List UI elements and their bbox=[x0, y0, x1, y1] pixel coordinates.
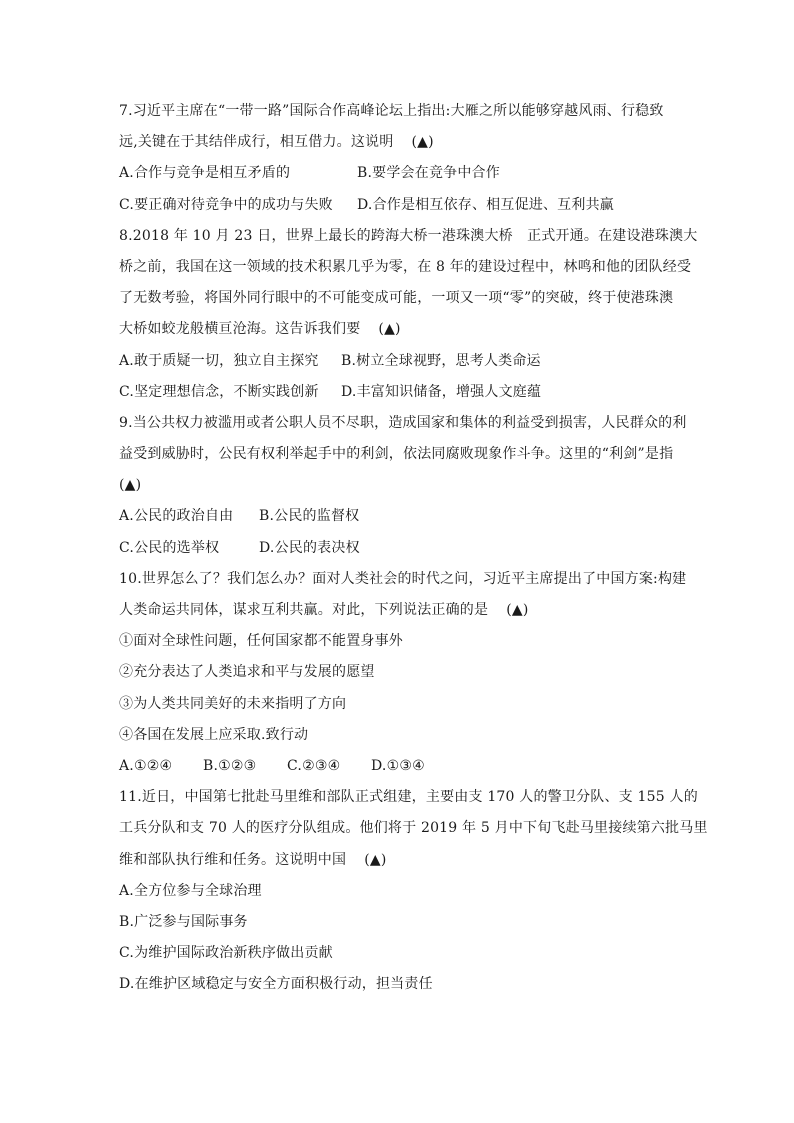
question-text: 远,关键在于其结伴成行，相互借力。这说明 (▲) bbox=[119, 127, 679, 158]
question-text: 8.2018 年 10 月 23 日，世界上最长的跨海大桥一港珠澳大桥 正式开通。在建设港珠澳大 bbox=[119, 227, 698, 244]
option-a: A.全方位参与全球治理 bbox=[119, 882, 262, 899]
question-11 bbox=[119, 782, 708, 1000]
question-text: 了无数考验，将国外同行眼中的不可能变成可能，一项又一项“零”的突破，终于使港珠澳 bbox=[119, 290, 674, 307]
statement-3: ③为人类共同美好的未来指明了方向 bbox=[119, 695, 347, 712]
question-text: 11.近日，中国第七批赴马里维和部队正式组建，主要由支 170 人的警卫分队、支 155 人的 bbox=[119, 789, 698, 806]
question-text: 7.习近平主席在“一带一路”国际合作高峰论坛上指出:大雁之所以能够穿越风雨、行稳致 bbox=[119, 103, 664, 119]
option-b: B.树立全球视野，思考人类命运 bbox=[341, 352, 541, 369]
option-c: C.为维护国际政治新秩序做出贡献 bbox=[119, 945, 333, 962]
question-text: 益受到威胁时，公民有权利举起手中的利剑，依法同腐败现象作斗争。这里的“利剑”是指 bbox=[119, 446, 674, 463]
option-c: C.公民的选举权 bbox=[119, 539, 220, 556]
option-row bbox=[119, 377, 679, 408]
answer-mark: (▲) bbox=[411, 134, 434, 151]
question-text: 人类命运共同体，谋求互利共赢。对此，下列说法正确的是 (▲) bbox=[119, 595, 679, 626]
option-row bbox=[119, 533, 679, 564]
option-a: A.敢于质疑一切，独立自主探究 bbox=[119, 352, 319, 369]
option-d: D.丰富知识储备，增强人文庭蕴 bbox=[341, 383, 542, 400]
choice-row bbox=[119, 751, 679, 782]
choice-a: A.①②④ bbox=[119, 757, 173, 774]
question-text: 大桥如蛟龙般横亘沧海。这告诉我们要 (▲) bbox=[119, 314, 679, 345]
statement-1: ①面对全球性问题，任何国家都不能置身事外 bbox=[119, 633, 403, 650]
choice-b: B.①②③ bbox=[203, 757, 257, 774]
option-d: D.公民的表决权 bbox=[259, 539, 360, 556]
option-row bbox=[119, 190, 679, 221]
question-text: 工兵分队和支 70 人的医疗分队组成。他们将于 2019 年 5 月中下旬飞赴马里接续第六批马里 bbox=[119, 820, 708, 837]
option-row bbox=[119, 158, 679, 189]
option-c: C.要正确对待竞争中的成功与失败 bbox=[119, 196, 333, 213]
option-d: D.合作是相互依存、相互促进、互利共赢 bbox=[357, 196, 614, 213]
option-b: B.公民的监督权 bbox=[259, 508, 360, 525]
option-c: C.坚定理想信念，不断实践创新 bbox=[119, 383, 319, 400]
option-b: B.要学会在竞争中合作 bbox=[357, 165, 500, 182]
statement-4: ④各国在发展上应采取.致行动 bbox=[119, 726, 309, 743]
answer-mark: (▲) bbox=[119, 477, 142, 494]
option-d: D.在维护区域稳定与安全方面积极行动，担当责任 bbox=[119, 976, 433, 993]
question-text: 10.世界怎么了？我们怎么办？面对人类社会的时代之问，习近平主席提出了中国方案:构建 bbox=[119, 570, 687, 587]
question-7 bbox=[119, 96, 679, 221]
question-text: 桥之前，我国在这一领域的技术积累几乎为零，在 8 年的建设过程中，林鸣和他的团队经受 bbox=[119, 258, 692, 275]
question-text: 9.当公共权力被滥用或者公职人员不尽职，造成国家和集体的利益受到损害，人民群众的利 bbox=[119, 414, 687, 431]
option-a: A.合作与竞争是相互矛盾的 bbox=[119, 165, 291, 182]
option-row bbox=[119, 501, 679, 532]
choice-c: C.②③④ bbox=[287, 757, 341, 774]
question-10 bbox=[119, 564, 687, 782]
option-b: B.广泛参与国际事务 bbox=[119, 913, 248, 930]
option-row bbox=[119, 346, 679, 377]
question-8 bbox=[119, 221, 698, 408]
answer-mark: (▲) bbox=[364, 851, 387, 868]
exam-page bbox=[119, 96, 708, 1000]
choice-d: D.①③④ bbox=[371, 757, 425, 774]
option-a: A.公民的政治自由 bbox=[119, 508, 234, 525]
question-text: 维和部队执行维和任务。这说明中国 (▲) bbox=[119, 845, 679, 876]
answer-mark: (▲) bbox=[506, 602, 529, 618]
statement-2: ②充分表达了人类追求和平与发展的愿望 bbox=[119, 664, 375, 681]
question-9 bbox=[119, 408, 687, 564]
answer-mark: (▲) bbox=[378, 321, 401, 338]
